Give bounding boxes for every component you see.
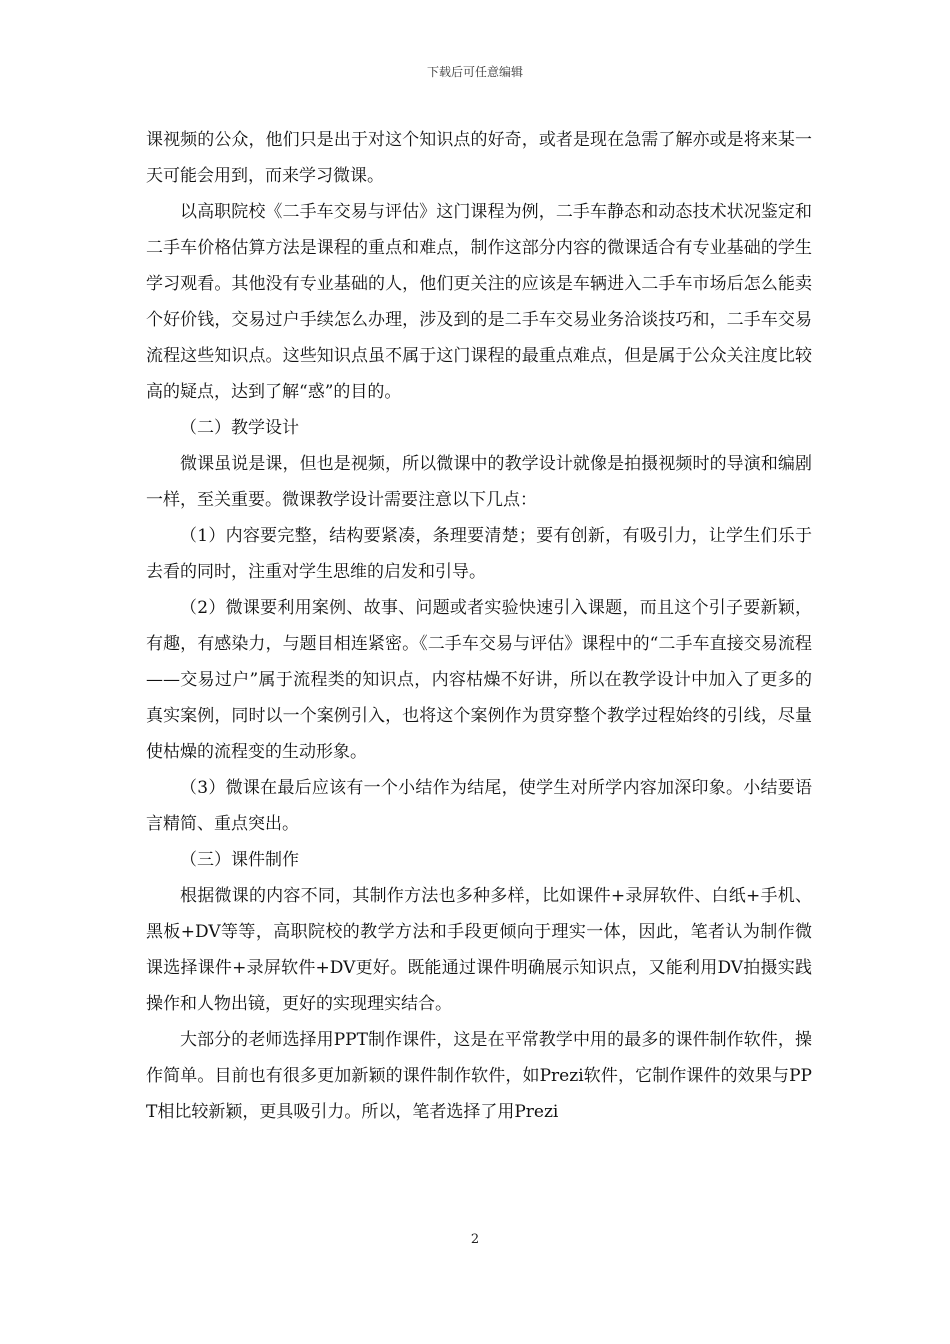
page-header: 下载后可任意编辑 (426, 65, 523, 79)
page-number: 2 (470, 1232, 480, 1247)
section-heading-courseware: （三）课件制作 (180, 850, 299, 870)
paragraph-continuation: 课视频的公众，他们只是出于对这个知识点的好奇，或者是现在急需了解亦或是将来某一天可能会用到，而来学习微课。 (146, 130, 812, 186)
list-item-1: （1）内容要完整，结构要紧凑，条理要清楚；要有创新，有吸引力，让学生们乐于去看的同时，注重对学生思维的启发和引导。 (146, 526, 812, 582)
list-item-2: （2）微课要利用案例、故事、问题或者实验快速引入课题，而且这个引子要新颖，有趣，有感染力，与题目相连紧密。《二手车交易与评估》课程中的“二手车直接交易流程——交易过户”属于流程类的知识点，内容枯燥不好讲，所以在教学设计中加入了更多的真实案例，同时以一个案例引入，也将这个案例作为贯穿整个教学过程始终的引线，尽量使枯燥的流程变的生动形象。 (146, 598, 812, 762)
document-body (146, 122, 812, 1130)
paragraph-production-methods: 根据微课的内容不同，其制作方法也多种多样，比如课件+录屏软件、白纸+手机、黑板+DV等等，高职院校的教学方法和手段更倾向于理实一体，因此，笔者认为制作微课选择课件+录屏软件+DV更好。既能通过课件明确展示知识点，又能利用DV拍摄实践操作和人物出镜，更好的实现理实结合。 (146, 886, 812, 1014)
section-heading-teaching-design: （二）教学设计 (180, 418, 299, 438)
paragraph-software-choice: 大部分的老师选择用PPT制作课件，这是在平常教学中用的最多的课件制作软件，操作简单。目前也有很多更加新颖的课件制作软件，如Prezi软件，它制作课件的效果与PPT相比较新颖，更具吸引力。所以，笔者选择了用Prezi (146, 1030, 812, 1122)
list-item-3: （3）微课在最后应该有一个小结作为结尾，使学生对所学内容加深印象。小结要语言精简、重点突出。 (146, 778, 812, 834)
paragraph-teaching-design-intro: 微课虽说是课，但也是视频，所以微课中的教学设计就像是拍摄视频时的导演和编剧一样，至关重要。微课教学设计需要注意以下几点： (146, 454, 812, 510)
paragraph-course-example: 以高职院校《二手车交易与评估》这门课程为例，二手车静态和动态技术状况鉴定和二手车价格估算方法是课程的重点和难点，制作这部分内容的微课适合有专业基础的学生学习观看。其他没有专业基础的人，他们更关注的应该是车辆进入二手车市场后怎么能卖个好价钱，交易过户手续怎么办理，涉及到的是二手车交易业务洽谈技巧和，二手车交易流程这些知识点。这些知识点虽不属于这门课程的最重点难点，但是属于公众关注度比较高的疑点，达到了解“惑”的目的。 (146, 202, 812, 402)
